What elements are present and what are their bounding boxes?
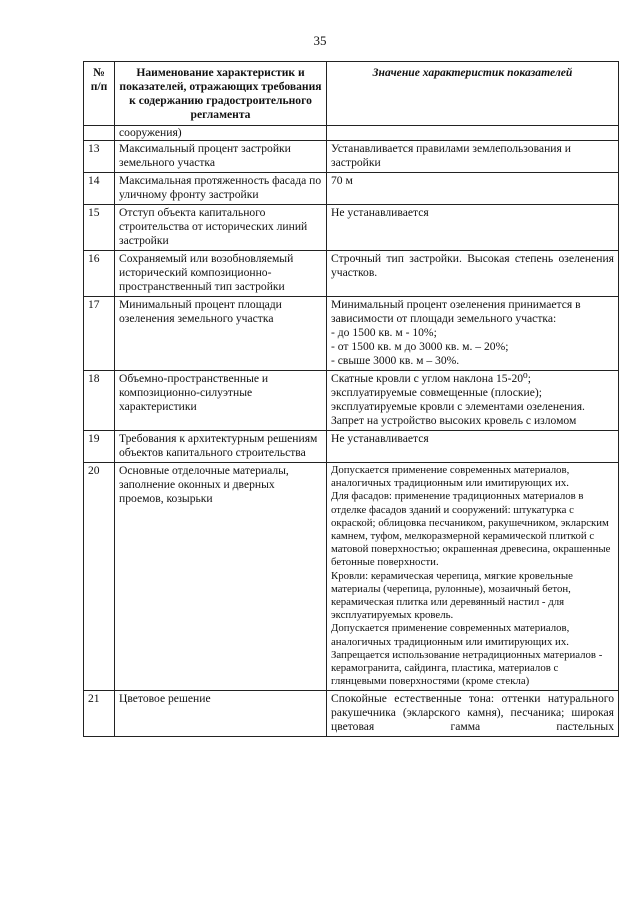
header-num: № п/п: [84, 62, 115, 126]
table-row: [84, 205, 619, 251]
row-characteristic-name: Максимальная протяженность фасада по уличному фронту застройки: [115, 173, 327, 205]
value-line: Не устанавливается: [331, 206, 429, 219]
regulation-table: [83, 61, 619, 737]
value-line: Не устанавливается: [331, 432, 429, 445]
header-value: Значение характеристик показателей: [327, 62, 619, 126]
row-characteristic-name: Требования к архитектурным решениям объектов капитального строительства: [115, 431, 327, 463]
row-number: 16: [84, 251, 115, 297]
value-line: Минимальный процент озеленения принимается в зависимости от площади земельного участка:: [331, 298, 581, 325]
value-line: Скатные кровли с углом наклона 15-20⁰;: [331, 372, 531, 385]
value-line: Для фасадов: применение традиционных материалов в отделке фасадов зданий и сооружений: штукатурка с окраской; облицовка песчаником, ракушечником, экларским камнем, туфом, мелкоразмерной керамической плиткой с матовой поверхностью; окрашенная древесина, окрашенные бетонные поверхности.: [331, 490, 611, 569]
row-number: 20: [84, 463, 115, 691]
row-number: 14: [84, 173, 115, 205]
row-value: [327, 297, 619, 371]
row-value: [327, 691, 619, 737]
row-value: [327, 251, 619, 297]
row-number: 13: [84, 141, 115, 173]
header-name: Наименование характеристик и показателей, отражающих требования к содержанию градостроительного регламента: [115, 62, 327, 126]
table-row: [84, 431, 619, 463]
table-row: [84, 371, 619, 431]
value-line: - свыше 3000 кв. м – 30%.: [331, 354, 460, 367]
value-line: - до 1500 кв. м - 10%;: [331, 326, 437, 339]
row-value: [327, 205, 619, 251]
row-number: 17: [84, 297, 115, 371]
table-header-row: [84, 62, 619, 126]
continuation-text: сооружения): [115, 126, 327, 141]
table-row: [84, 691, 619, 737]
row-characteristic-name: Сохраняемый или возобновляемый исторический композиционно-пространственный тип застройки: [115, 251, 327, 297]
row-value: [327, 431, 619, 463]
row-characteristic-name: Отступ объекта капитального строительства от исторических линий застройки: [115, 205, 327, 251]
value-line: Кровли: керамическая черепица, мягкие кровельные материалы (черепица, рулонные), мозаичный бетон, керамическая плитка или деревянный настил - для эксплуатируемых кровель.: [331, 569, 573, 622]
value-line: Допускается применение современных материалов, аналогичных традиционным или имитирующих их.: [331, 464, 570, 490]
table-row: [84, 463, 619, 691]
row-value: [327, 141, 619, 173]
row-value: [327, 371, 619, 431]
row-number: 15: [84, 205, 115, 251]
table-row: [84, 251, 619, 297]
value-line: Строчный тип застройки. Высокая степень озеленения участков.: [331, 252, 614, 279]
row-number: 19: [84, 431, 115, 463]
row-value: [327, 463, 619, 691]
row-characteristic-name: Объемно-пространственные и композиционно-силуэтные характеристики: [115, 371, 327, 431]
row-characteristic-name: Основные отделочные материалы, заполнение оконных и дверных проемов, козырьки: [115, 463, 327, 691]
value-line: Запрещается использование нетрадиционных материалов - керамогранита, сайдинга, пластика, материалов с глянцевыми поверхностями (кроме стекла): [331, 648, 603, 688]
row-characteristic-name: Максимальный процент застройки земельного участка: [115, 141, 327, 173]
value-line: Допускается применение современных материалов, аналогичных традиционным или имитирующих их.: [331, 622, 570, 648]
table-row: [84, 173, 619, 205]
row-characteristic-name: Цветовое решение: [115, 691, 327, 737]
row-number: 18: [84, 371, 115, 431]
row-number: 21: [84, 691, 115, 737]
value-line: Запрет на устройство высоких кровель с изломом: [331, 414, 577, 427]
value-line: Устанавливается правилами землепользования и застройки: [331, 142, 571, 169]
row-value: [327, 173, 619, 205]
value-line: эксплуатируемые совмещенные (плоские);: [331, 386, 542, 399]
table-row: [84, 141, 619, 173]
table-row: [84, 297, 619, 371]
page-number: 35: [313, 33, 327, 48]
value-line: Спокойные естественные тона: оттенки натурального ракушечника (экларского камня), песчаника; широкая цветовая гамма пастельных: [331, 692, 614, 734]
value-line: эксплуатируемые кровли с элементами озеленения.: [331, 400, 585, 413]
value-line: 70 м: [331, 174, 353, 187]
table-row-continuation: [84, 126, 619, 141]
row-characteristic-name: Минимальный процент площади озеленения земельного участка: [115, 297, 327, 371]
value-line: - от 1500 кв. м до 3000 кв. м. – 20%;: [331, 340, 509, 353]
